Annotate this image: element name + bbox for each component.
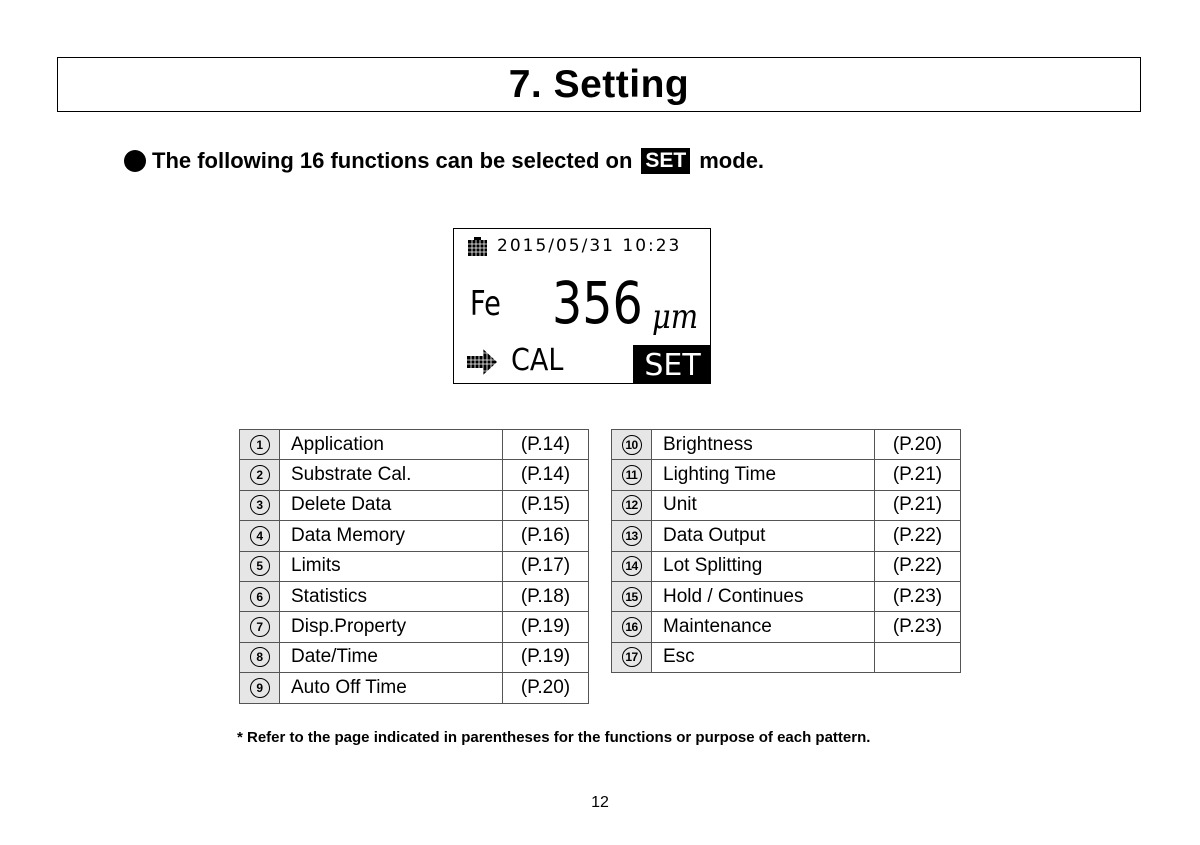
intro-text-before: The following 16 functions can be selected on	[152, 148, 633, 173]
function-page: (P.21)	[875, 490, 961, 520]
function-name: Delete Data	[280, 490, 503, 520]
table-row	[612, 612, 961, 642]
function-page: (P.15)	[503, 490, 589, 520]
circled-number: 15	[622, 587, 642, 607]
circled-number: 13	[622, 526, 642, 546]
table-row	[240, 551, 589, 581]
function-page: (P.14)	[503, 430, 589, 460]
function-page: (P.16)	[503, 521, 589, 551]
table-row	[612, 642, 961, 672]
circled-number: 14	[622, 556, 642, 576]
table-row	[240, 460, 589, 490]
function-name: Limits	[280, 551, 503, 581]
function-page: (P.22)	[875, 551, 961, 581]
section-title-box	[57, 57, 1141, 112]
function-name: Hold / Continues	[652, 581, 875, 611]
function-name: Unit	[652, 490, 875, 520]
function-page: (P.22)	[875, 521, 961, 551]
page-title: 7. Setting	[508, 62, 690, 106]
function-page: (P.20)	[503, 673, 589, 703]
function-name: Data Memory	[280, 521, 503, 551]
set-key-label: SET	[641, 148, 690, 174]
function-page: (P.20)	[875, 430, 961, 460]
lcd-display	[453, 228, 711, 384]
function-name: Application	[280, 430, 503, 460]
function-name: Date/Time	[280, 642, 503, 672]
function-name: Auto Off Time	[280, 673, 503, 703]
function-page: (P.14)	[503, 460, 589, 490]
function-table-left	[239, 429, 589, 704]
intro-text-after: mode.	[699, 148, 765, 173]
function-page: (P.17)	[503, 551, 589, 581]
function-name: Brightness	[652, 430, 875, 460]
lcd-cal-label: CAL	[511, 343, 564, 378]
table-row	[240, 673, 589, 703]
function-name: Esc	[652, 642, 875, 672]
function-table-right	[611, 429, 961, 673]
function-name: Substrate Cal.	[280, 460, 503, 490]
lcd-material: Fe	[470, 284, 501, 324]
function-name: Maintenance	[652, 612, 875, 642]
table-row	[612, 460, 961, 490]
circled-number: 2	[250, 465, 270, 485]
table-row	[612, 521, 961, 551]
right-arrow-icon	[467, 349, 497, 375]
circled-number: 6	[250, 587, 270, 607]
table-row	[240, 642, 589, 672]
function-page: (P.21)	[875, 460, 961, 490]
intro-sentence	[124, 146, 764, 176]
table-row	[612, 551, 961, 581]
circled-number: 16	[622, 617, 642, 637]
circled-number: 9	[250, 678, 270, 698]
circled-number: 8	[250, 647, 270, 667]
circled-number: 7	[250, 617, 270, 637]
page-number: 12	[591, 794, 609, 811]
table-row	[240, 490, 589, 520]
circled-number: 12	[622, 495, 642, 515]
function-name: Data Output	[652, 521, 875, 551]
table-row	[240, 581, 589, 611]
circled-number: 17	[622, 647, 642, 667]
function-page: (P.23)	[875, 581, 961, 611]
filled-circle-icon	[124, 150, 146, 172]
circled-number: 10	[622, 435, 642, 455]
lcd-set-label: SET	[633, 345, 711, 384]
circled-number: 3	[250, 495, 270, 515]
lcd-unit	[652, 297, 698, 337]
function-page: (P.19)	[503, 642, 589, 672]
lcd-unit-text: μm	[652, 297, 699, 337]
table-row	[612, 490, 961, 520]
table-row	[240, 521, 589, 551]
function-page: (P.23)	[875, 612, 961, 642]
circled-number: 1	[250, 435, 270, 455]
circled-number: 11	[622, 465, 642, 485]
lcd-reading-value: 356	[552, 269, 643, 337]
table-row	[240, 430, 589, 460]
footnote: * Refer to the page indicated in parentheses for the functions or purpose of each pattern.	[237, 729, 871, 746]
function-name: Lot Splitting	[652, 551, 875, 581]
function-page: (P.19)	[503, 612, 589, 642]
table-row	[612, 430, 961, 460]
function-page: (P.18)	[503, 581, 589, 611]
circled-number: 5	[250, 556, 270, 576]
table-row	[240, 612, 589, 642]
function-name: Lighting Time	[652, 460, 875, 490]
function-page	[875, 642, 961, 672]
battery-icon	[467, 237, 489, 257]
table-row	[612, 581, 961, 611]
function-name: Disp.Property	[280, 612, 503, 642]
function-name: Statistics	[280, 581, 503, 611]
circled-number: 4	[250, 526, 270, 546]
lcd-datetime: 2015/05/31 10:23	[497, 236, 682, 256]
